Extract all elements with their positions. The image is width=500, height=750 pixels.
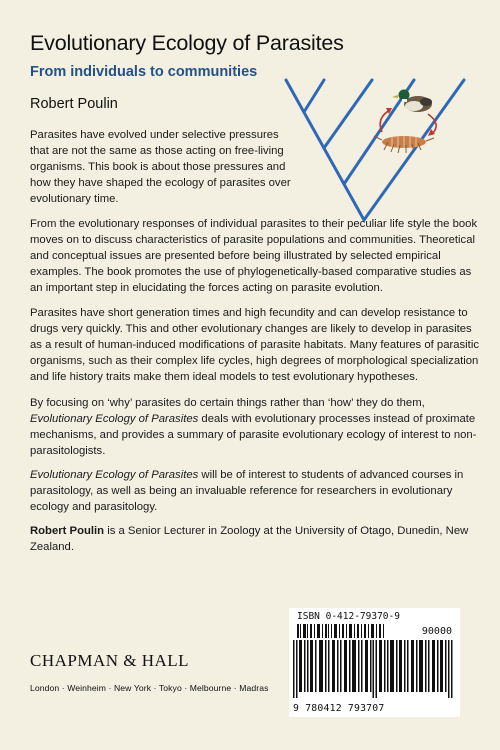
blurb-paragraph-5	[30, 467, 480, 515]
isbn-bars	[297, 624, 387, 638]
ean-number: 9 780412 793707	[293, 703, 385, 714]
book-title: Evolutionary Ecology of Parasites	[30, 31, 344, 55]
book-title-italic: Evolutionary Ecology of Parasites	[30, 413, 199, 425]
price-code: 90000	[421, 626, 452, 637]
blurb-paragraph-4	[30, 395, 480, 459]
publisher-name: CHAPMAN & HALL	[30, 651, 190, 670]
blurb-paragraph-3: Parasites have short generation times and high fecundity and can develop resistance to drugs very quickly. This and other evolutionary changes are likely to develop in parasites as a result of human-induced modifications of parasite habitats. Many features of parasitic organisms, such as their complex life cycles, high degrees of morphological specialization and life history traits make them ideal models to test evolutionary hypotheses.	[30, 307, 479, 383]
book-title-italic: Evolutionary Ecology of Parasites	[30, 469, 199, 481]
author-name-bold: Robert Poulin	[30, 525, 105, 537]
book-author: Robert Poulin	[30, 96, 118, 112]
author-bio	[30, 523, 480, 555]
ean-bars	[293, 640, 456, 698]
blurb-text: deals with evolutionary processes instead of proximate mechanisms, and provides a summary of parasite evolutionary ecology of interest to non-parasitologists.	[30, 413, 477, 457]
blurb-text: is a Senior Lecturer in Zoology at the University of Otago, Dunedin, New Zealand.	[30, 525, 469, 553]
parasite-isopod-icon	[374, 136, 434, 153]
blurb-paragraph-1: Parasites have evolved under selective pressures that are not the same as those acting on free-living organisms. This book is about those pressures and how they have shaped the ecology of parasites over evolutionary time.	[30, 129, 291, 205]
blurb-text: will be of interest to students of advanced courses in parasitology, as well as being an invaluable reference for researchers in evolutionary ecology and parasitology.	[30, 469, 464, 513]
duck-icon	[392, 90, 432, 113]
phylogenetic-tree-icon	[278, 58, 478, 238]
blurb-paragraph-2: From the evolutionary responses of individual parasites to their peculiar life style the book moves on to discuss characteristics of parasite populations and communities. Theoretical and conceptual issues are presented before being illustrated by selected empirical examples. The book promotes the use of phylogenetically-based comparative studies as an important step in elucidating the forces acting on parasite evolution.	[30, 218, 478, 294]
blurb-text: By focusing on ‘why’ parasites do certain things rather than ‘how’ they do them,	[30, 397, 425, 409]
isbn-barcode	[289, 608, 460, 717]
book-subtitle: From individuals to communities	[30, 64, 258, 80]
publisher-cities: London · Weinheim · New York · Tokyo · Melbourne · Madras	[30, 683, 269, 693]
isbn-number: ISBN 0-412-79370-9	[297, 611, 400, 622]
cover-illustration	[278, 58, 478, 238]
